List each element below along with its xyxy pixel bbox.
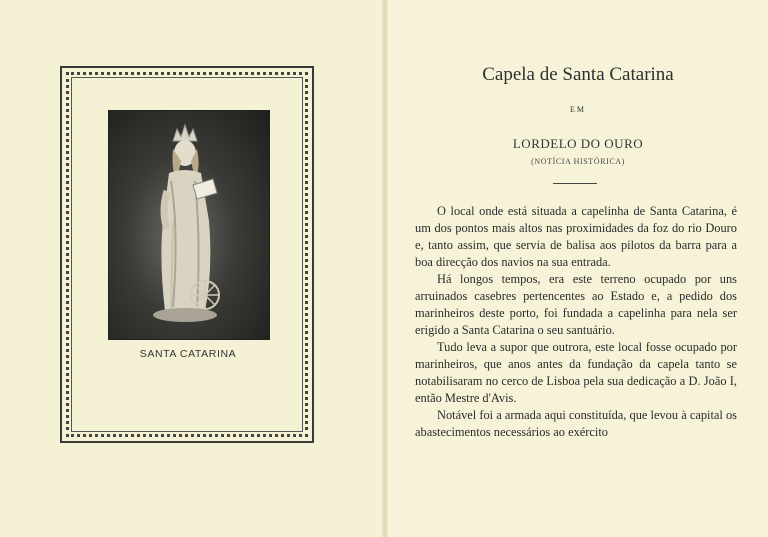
saint-catherine-photo (108, 110, 270, 340)
photo-caption: SANTA CATARINA (139, 348, 237, 360)
title-divider (553, 183, 597, 184)
paragraph: O local onde está situada a capelinha de Santa Catarina, é um dos pontos mais altos nas proximidades da foz do rio Douro e, tanto assim, que servia de balisa aos pilotos da barra para a boa direcção dos navios na sua entrada. (415, 204, 737, 269)
historical-note-label: (NOTÍCIA HISTÓRICA) (531, 157, 625, 166)
paragraph: Notável foi a armada aqui constituída, que levou à capital os abastecimentos necessários ao exército (415, 408, 737, 439)
body-text (415, 203, 737, 441)
paragraph: Tudo leva a supor que outrora, este local fosse ocupado por marinheiros, que anos antes da fundação da capela tanto se notabilisaram no cerco de Lisboa pela sua dedicação a D. João I, então Mestre d'Avis. (415, 340, 737, 405)
location-subtitle: LORDELO DO OURO (512, 136, 644, 151)
document-title: Capela de Santa Catarina (482, 64, 674, 85)
statue-illustration (109, 111, 269, 339)
paragraph: Há longos tempos, era este terreno ocupado por uns arruinados casebres pertencentes ao Estado e, a pedido dos marinheiros deste porto, foi fundada a capelinha para nela ser erigido a Santa Catarina o seu santuário. (415, 272, 737, 337)
em-connector: EM (570, 105, 586, 114)
